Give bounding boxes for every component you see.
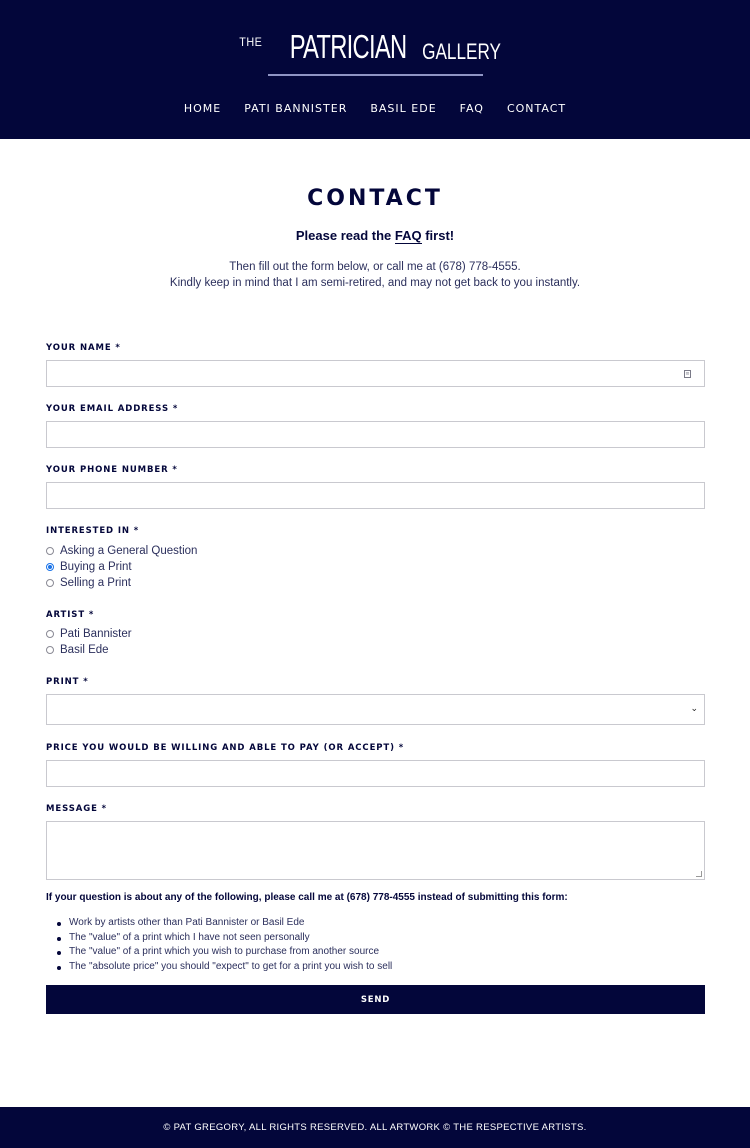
logo-main: PATRICIAN: [289, 28, 407, 65]
phone-label: YOUR PHONE NUMBER *: [46, 465, 178, 475]
nav-contact[interactable]: CONTACT: [506, 102, 567, 115]
name-label: YOUR NAME *: [46, 343, 121, 353]
interested-label: INTERESTED IN *: [46, 526, 140, 536]
send-button[interactable]: SEND: [46, 985, 705, 1014]
site-logo[interactable]: [0, 30, 750, 63]
print-select[interactable]: [46, 694, 705, 725]
price-label: PRICE YOU WOULD BE WILLING AND ABLE TO PAY (OR ACCEPT) *: [46, 743, 405, 753]
intro-line-2: Kindly keep in mind that I am semi-retired, and may not get back to you instantly.: [169, 277, 581, 289]
artist-option-pati[interactable]: [46, 628, 132, 640]
call-instead-list: [57, 916, 392, 974]
interested-option-buying[interactable]: [46, 561, 132, 573]
chevron-down-icon[interactable]: ⌄: [690, 704, 698, 714]
radio-basil-label: Basil Ede: [60, 644, 109, 656]
nav-faq[interactable]: FAQ: [459, 102, 484, 115]
intro-text: [0, 259, 750, 291]
list-item: The "absolute price" you should "expect" to get for a print you wish to sell: [57, 960, 392, 975]
interested-option-selling[interactable]: [46, 577, 131, 589]
logo-the: THE: [239, 35, 263, 49]
phone-field[interactable]: [46, 482, 705, 509]
faq-notice-post: first!: [421, 228, 455, 243]
interested-option-general[interactable]: [46, 545, 197, 557]
list-item: Work by artists other than Pati Bannister or Basil Ede: [57, 916, 392, 931]
radio-pati[interactable]: [46, 630, 54, 638]
print-label: PRINT *: [46, 677, 89, 687]
site-footer: © PAT GREGORY, ALL RIGHTS RESERVED. ALL ARTWORK © THE RESPECTIVE ARTISTS.: [0, 1107, 750, 1148]
message-label: MESSAGE *: [46, 804, 107, 814]
radio-selling[interactable]: [46, 579, 54, 587]
intro-line-1: Then fill out the form below, or call me at (678) 778-4555.: [229, 261, 521, 273]
logo-gallery: GALLERY: [421, 39, 501, 64]
site-header: [0, 0, 750, 139]
name-field[interactable]: [46, 360, 705, 387]
resize-handle-icon[interactable]: [696, 871, 702, 877]
main-nav: [0, 102, 750, 115]
nav-pati-bannister[interactable]: PATI BANNISTER: [244, 102, 348, 115]
page-title: CONTACT: [307, 186, 443, 211]
faq-link[interactable]: FAQ: [394, 228, 422, 243]
radio-basil[interactable]: [46, 646, 54, 654]
list-item: The "value" of a print which I have not seen personally: [57, 931, 392, 946]
nav-basil-ede[interactable]: BASIL EDE: [370, 102, 437, 115]
list-item: The "value" of a print which you wish to purchase from another source: [57, 945, 392, 960]
artist-option-basil[interactable]: [46, 644, 109, 656]
email-label: YOUR EMAIL ADDRESS *: [46, 404, 179, 414]
radio-pati-label: Pati Bannister: [60, 628, 132, 640]
radio-buying-label: Buying a Print: [60, 561, 132, 573]
radio-general-label: Asking a General Question: [60, 545, 198, 557]
radio-general[interactable]: [46, 547, 54, 555]
message-field[interactable]: [46, 821, 705, 880]
autofill-icon[interactable]: ≡: [685, 371, 690, 377]
call-instead-note: If your question is about any of the following, please call me at (678) 778-4555 instead of submitting this form:: [46, 892, 568, 903]
radio-selling-label: Selling a Print: [60, 577, 131, 589]
price-field[interactable]: [46, 760, 705, 787]
faq-notice-pre: Please read the: [295, 228, 395, 243]
nav-home[interactable]: HOME: [183, 102, 222, 115]
logo-underline: [268, 74, 483, 76]
artist-label: ARTIST *: [46, 610, 95, 620]
radio-buying[interactable]: [46, 563, 54, 571]
faq-notice: [0, 228, 750, 243]
email-field[interactable]: [46, 421, 705, 448]
